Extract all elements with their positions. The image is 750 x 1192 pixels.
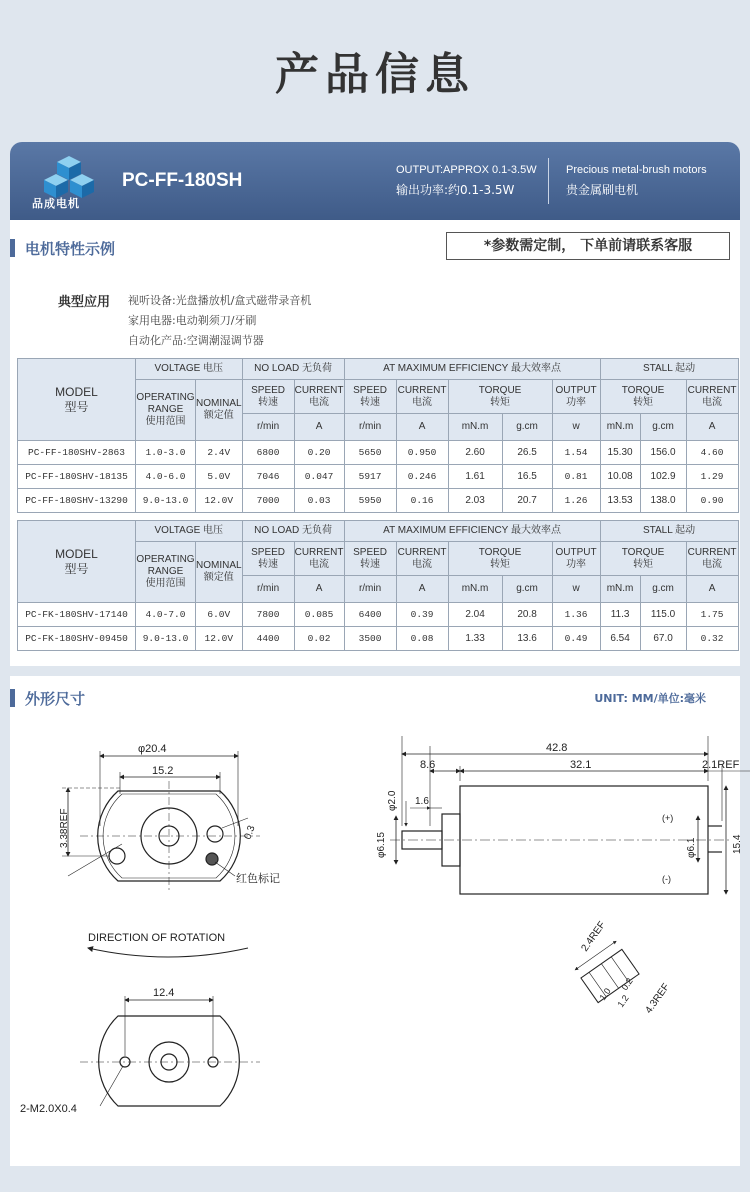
table-cell: 1.36	[552, 603, 600, 627]
table-cell: 138.0	[640, 489, 686, 513]
table-cell: 2.60	[448, 441, 502, 465]
table-cell: 0.02	[294, 627, 344, 651]
table-cell: 0.20	[294, 441, 344, 465]
col-max-efficiency: AT MAXIMUM EFFICIENCY 最大效率点	[344, 521, 600, 542]
dimensions-panel	[10, 676, 743, 1166]
col-no-load: NO LOAD 无负荷	[242, 359, 344, 380]
logo-text: 品成电机	[32, 197, 80, 210]
table-cell: 5650	[344, 441, 396, 465]
unit-cell: A	[294, 576, 344, 603]
unit-cell: mN.m	[448, 576, 502, 603]
table-cell: 0.81	[552, 465, 600, 489]
screw-spec: 2-M2.0X0.4	[20, 1103, 77, 1115]
table-cell: 12.0V	[196, 489, 243, 513]
table-row	[18, 489, 739, 513]
unit-label: UNIT: MM/单位:毫米	[594, 692, 706, 705]
col-current: CURRENT 电流	[396, 542, 448, 576]
col-speed: SPEED 转速	[344, 542, 396, 576]
table-cell: 7800	[242, 603, 294, 627]
table-cell: 4.0-7.0	[136, 603, 196, 627]
output-power-zh: 输出功率:约0.1-3.5W	[396, 183, 515, 197]
unit-cell: A	[686, 576, 738, 603]
table-cell: 1.75	[686, 603, 738, 627]
rear-view	[80, 996, 260, 1106]
table-cell: 1.26	[552, 489, 600, 513]
table-cell: 102.9	[640, 465, 686, 489]
table-row	[18, 603, 739, 627]
table-cell: PC-FF-180SHV-2863	[18, 441, 136, 465]
red-mark-label: 红色标记	[236, 873, 280, 885]
col-no-load: NO LOAD 无负荷	[242, 521, 344, 542]
table-cell: 0.03	[294, 489, 344, 513]
col-current: CURRENT 电流	[294, 380, 344, 414]
unit-cell: A	[396, 576, 448, 603]
col-speed: SPEED 转速	[242, 542, 294, 576]
table-cell: 0.49	[552, 627, 600, 651]
product-banner	[10, 142, 740, 220]
model-title: PC-FF-180SH	[122, 170, 243, 191]
spec-table-2	[17, 520, 739, 651]
application-item: 自动化产品:空调潮湿调节器	[128, 334, 264, 347]
page-title: 产品信息	[275, 49, 475, 100]
unit-cell: g.cm	[502, 414, 552, 441]
dimension-drawing	[10, 676, 743, 1166]
table-cell: PC-FF-180SHV-18135	[18, 465, 136, 489]
unit-cell: r/min	[344, 576, 396, 603]
col-speed: SPEED 转速	[242, 380, 294, 414]
col-voltage: VOLTAGE 电压	[136, 359, 243, 380]
section-marker	[10, 239, 15, 257]
table-cell: 11.3	[600, 603, 640, 627]
application-item: 视听设备:光盘播放机/盒式磁带录音机	[128, 294, 312, 307]
table-cell: 2.4V	[196, 441, 243, 465]
unit-cell: r/min	[242, 414, 294, 441]
unit-cell: r/min	[242, 576, 294, 603]
rotation-label: DIRECTION OF ROTATION	[88, 932, 226, 944]
table-cell: 5950	[344, 489, 396, 513]
table-cell: 20.8	[502, 603, 552, 627]
table-cell: 7000	[242, 489, 294, 513]
dim-02: 0.2	[619, 976, 635, 993]
table-cell: 9.0-13.0	[136, 489, 196, 513]
customize-notice: *参数需定制， 下单前请联系客服	[446, 232, 730, 260]
table-cell: PC-FK-180SHV-17140	[18, 603, 136, 627]
characteristics-panel	[10, 220, 740, 666]
section-title-dimensions: 外形尺寸	[25, 690, 86, 708]
col-torque: TORQUE 转矩	[448, 542, 552, 576]
banner-divider	[548, 158, 549, 204]
dim-ref-24: 2.4REF	[579, 919, 608, 954]
dim-10: 1.0	[597, 986, 613, 1003]
table-row	[18, 465, 739, 489]
table-cell: 0.085	[294, 603, 344, 627]
table-cell: 16.5	[502, 465, 552, 489]
unit-cell: w	[552, 414, 600, 441]
section-title-characteristics: 电机特性示例	[25, 240, 116, 258]
col-torque: TORQUE 转矩	[448, 380, 552, 414]
col-voltage: VOLTAGE 电压	[136, 521, 243, 542]
col-torque: TORQUE 转矩	[600, 380, 686, 414]
col-model: MODEL 型号	[18, 521, 136, 603]
spec-table-1	[17, 358, 739, 513]
table-cell: 4400	[242, 627, 294, 651]
col-operating-range: OPERATING RANGE 使用范围	[136, 542, 196, 603]
col-stall: STALL 起动	[600, 359, 738, 380]
table-cell: 6400	[344, 603, 396, 627]
applications-label: 典型应用	[58, 295, 111, 310]
col-nominal: NOMINAL 额定值	[196, 542, 243, 603]
terminal-minus: (-)	[662, 874, 671, 884]
application-item: 家用电器:电动剃须刀/牙刷	[128, 314, 257, 327]
table-cell: 9.0-13.0	[136, 627, 196, 651]
col-current: CURRENT 电流	[686, 380, 738, 414]
table-cell: 12.0V	[196, 627, 243, 651]
table-row	[18, 627, 739, 651]
unit-cell: g.cm	[640, 576, 686, 603]
table-cell: 2.03	[448, 489, 502, 513]
dim-hole-spacing: 12.4	[153, 987, 175, 999]
table-cell: 4.0-6.0	[136, 465, 196, 489]
table-cell: 0.90	[686, 489, 738, 513]
table-cell: 0.16	[396, 489, 448, 513]
dim-total-length: 42.8	[546, 742, 568, 754]
dim-12: 1.2	[615, 993, 631, 1010]
motor-type-en: Precious metal-brush motors	[566, 164, 707, 176]
terminal-plus: (+)	[662, 813, 674, 823]
col-operating-range: OPERATING RANGE 使用范围	[136, 380, 196, 441]
table-cell: PC-FK-180SHV-09450	[18, 627, 136, 651]
table-cell: 5.0V	[196, 465, 243, 489]
table-cell: 0.39	[396, 603, 448, 627]
col-max-efficiency: AT MAXIMUM EFFICIENCY 最大效率点	[344, 359, 600, 380]
unit-cell: A	[686, 414, 738, 441]
unit-cell: mN.m	[448, 414, 502, 441]
table-cell: 13.53	[600, 489, 640, 513]
table-cell: 1.29	[686, 465, 738, 489]
col-output: OUTPUT 功率	[552, 380, 600, 414]
unit-cell: mN.m	[600, 414, 640, 441]
col-current: CURRENT 电流	[686, 542, 738, 576]
unit-cell: A	[396, 414, 448, 441]
dim-ref-338: 3.38REF	[59, 808, 70, 848]
dim-03: 0.3	[242, 824, 258, 842]
table-cell: 10.08	[600, 465, 640, 489]
dim-body-diameter: φ20.4	[138, 743, 167, 755]
dim-ref-21: 2.1REF	[702, 759, 740, 771]
table-cell: 2.04	[448, 603, 502, 627]
dim-61: φ6.1	[686, 837, 697, 858]
dim-shaft: φ2.0	[387, 790, 398, 811]
table-cell: 13.6	[502, 627, 552, 651]
dim-ref-43: 4.3REF	[643, 981, 672, 1016]
table-cell: 1.33	[448, 627, 502, 651]
col-speed: SPEED 转速	[344, 380, 396, 414]
table-cell: 0.32	[686, 627, 738, 651]
col-torque: TORQUE 转矩	[600, 542, 686, 576]
table-cell: 6800	[242, 441, 294, 465]
table-cell: 3500	[344, 627, 396, 651]
unit-cell: mN.m	[600, 576, 640, 603]
dim-321: 32.1	[570, 759, 592, 771]
table-cell: 7046	[242, 465, 294, 489]
table-cell: 6.54	[600, 627, 640, 651]
unit-cell: r/min	[344, 414, 396, 441]
table-cell: 1.61	[448, 465, 502, 489]
col-current: CURRENT 电流	[396, 380, 448, 414]
output-power-en: OUTPUT:APPROX 0.1-3.5W	[396, 164, 537, 176]
table-cell: 1.0-3.0	[136, 441, 196, 465]
table-cell: 67.0	[640, 627, 686, 651]
table-cell: 0.047	[294, 465, 344, 489]
col-output: OUTPUT 功率	[552, 542, 600, 576]
table-cell: 20.7	[502, 489, 552, 513]
unit-cell: g.cm	[502, 576, 552, 603]
table-cell: 15.30	[600, 441, 640, 465]
col-current: CURRENT 电流	[294, 542, 344, 576]
col-model: MODEL 型号	[18, 359, 136, 441]
unit-cell: w	[552, 576, 600, 603]
table-cell: PC-FF-180SHV-13290	[18, 489, 136, 513]
dim-615: φ6.15	[376, 832, 387, 858]
table-row	[18, 441, 739, 465]
dim-16: 1.6	[415, 796, 429, 807]
table-cell: 4.60	[686, 441, 738, 465]
rotation-arrow-icon	[88, 948, 248, 957]
col-stall: STALL 起动	[600, 521, 738, 542]
table-cell: 156.0	[640, 441, 686, 465]
table-cell: 1.54	[552, 441, 600, 465]
table-cell: 0.950	[396, 441, 448, 465]
dim-86: 8.6	[420, 759, 436, 771]
table-cell: 6.0V	[196, 603, 243, 627]
table-cell: 115.0	[640, 603, 686, 627]
col-nominal: NOMINAL 额定值	[196, 380, 243, 441]
table-cell: 0.08	[396, 627, 448, 651]
motor-type-zh: 贵金属刷电机	[566, 183, 639, 197]
dim-flat-width: 15.2	[152, 765, 174, 777]
unit-cell: A	[294, 414, 344, 441]
table-cell: 26.5	[502, 441, 552, 465]
dim-154: 15.4	[732, 834, 743, 854]
table-cell: 0.246	[396, 465, 448, 489]
unit-cell: g.cm	[640, 414, 686, 441]
table-cell: 5917	[344, 465, 396, 489]
